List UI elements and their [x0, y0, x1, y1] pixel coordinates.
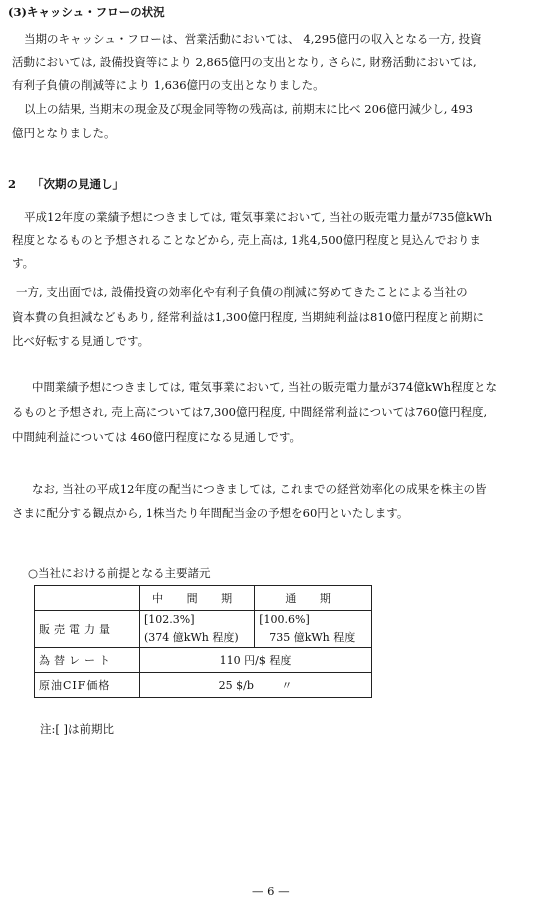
section-heading-outlook: 「次期の見通し」 — [32, 177, 124, 191]
column-header-interim: 中 間 期 — [140, 586, 255, 611]
table-row — [35, 586, 372, 611]
table-note: 注:[ ]は前期比 — [40, 722, 115, 736]
crude-oil-cell — [140, 673, 372, 698]
paragraph-line: 平成12年度の業績予想につきましては, 電気事業において, 当社の販売電力量が735億kWh — [24, 210, 493, 224]
header-blank-cell — [35, 586, 140, 611]
crude-oil-value: 25 $/b — [218, 679, 254, 692]
paragraph-line: 有利子負債の削減等により 1,636億円の支出となりました。 — [12, 78, 325, 92]
paragraph-line: なお, 当社の平成12年度の配当につきましては, これまでの経営効率化の成果を株主の皆 — [32, 482, 487, 496]
paragraph-line: 資本費の負担減などもあり, 経常利益は1,300億円程度, 当期純利益は810億円程度と前期に — [12, 310, 484, 324]
paragraph-line: す。 — [12, 256, 35, 270]
paragraph-line: 中間純利益については 460億円程度になる見通しです。 — [12, 430, 301, 444]
full-sales-amount: 735 億kWh 程度 — [269, 631, 356, 644]
paragraph-line: 一方, 支出面では, 設備投資の効率化や有利子負債の削減に努めてきたことによる当社の — [16, 285, 468, 299]
paragraph-line: 億円となりました。 — [12, 126, 116, 140]
paragraph-line: 程度となるものと予想されることなどから, 売上高は, 1兆4,500億円程度と見込んでおりま — [12, 233, 481, 247]
full-sales-cell — [255, 611, 372, 648]
exchange-rate-value: 110 円/$ 程度 — [140, 648, 372, 673]
ditto-mark: 〃 — [281, 679, 293, 692]
row-label-exchange-rate: 為替レート — [35, 648, 140, 673]
interim-yoy-pct: [102.3%] — [144, 613, 195, 626]
column-header-full-year: 通 期 — [255, 586, 372, 611]
paragraph-line: 中間業績予想につきましては, 電気事業において, 当社の販売電力量が374億kWh程度とな — [32, 380, 498, 394]
section-number: 2 — [8, 177, 17, 191]
row-label-crude-oil: 原油CIF価格 — [35, 673, 140, 698]
assumptions-heading: ○当社における前提となる主要諸元 — [28, 566, 211, 580]
paragraph-line: 以上の結果, 当期末の現金及び現金同等物の残高は, 前期末に比べ 206億円減少し, 493 — [24, 102, 473, 116]
paragraph-line: 当期のキャッシュ・フローは、営業活動においては、 4,295億円の収入となる一方, 投資 — [24, 32, 482, 46]
paragraph-line: 比べ好転する見通しです。 — [12, 334, 150, 348]
table-row — [35, 673, 372, 698]
paragraph-line: 活動においては, 設備投資等により 2,865億円の支出となり, さらに, 財務活動においては, — [12, 55, 477, 69]
interim-sales-cell — [140, 611, 255, 648]
paragraph-line: さまに配分する観点から, 1株当たり年間配当金の予想を60円といたします。 — [12, 506, 409, 520]
page-number: — 6 — — [252, 884, 290, 898]
table-row — [35, 648, 372, 673]
full-yoy-pct: [100.6%] — [259, 613, 310, 626]
table-row — [35, 611, 372, 648]
interim-sales-amount: (374 億kWh 程度) — [144, 631, 239, 644]
assumptions-table — [34, 585, 372, 698]
paragraph-line: るものと予想され, 売上高については7,300億円程度, 中間経常利益については760億円程度, — [12, 405, 488, 419]
row-label-sales-volume: 販売電力量 — [35, 611, 140, 648]
section-heading-cashflow: (3)キャッシュ・フローの状況 — [8, 5, 165, 19]
